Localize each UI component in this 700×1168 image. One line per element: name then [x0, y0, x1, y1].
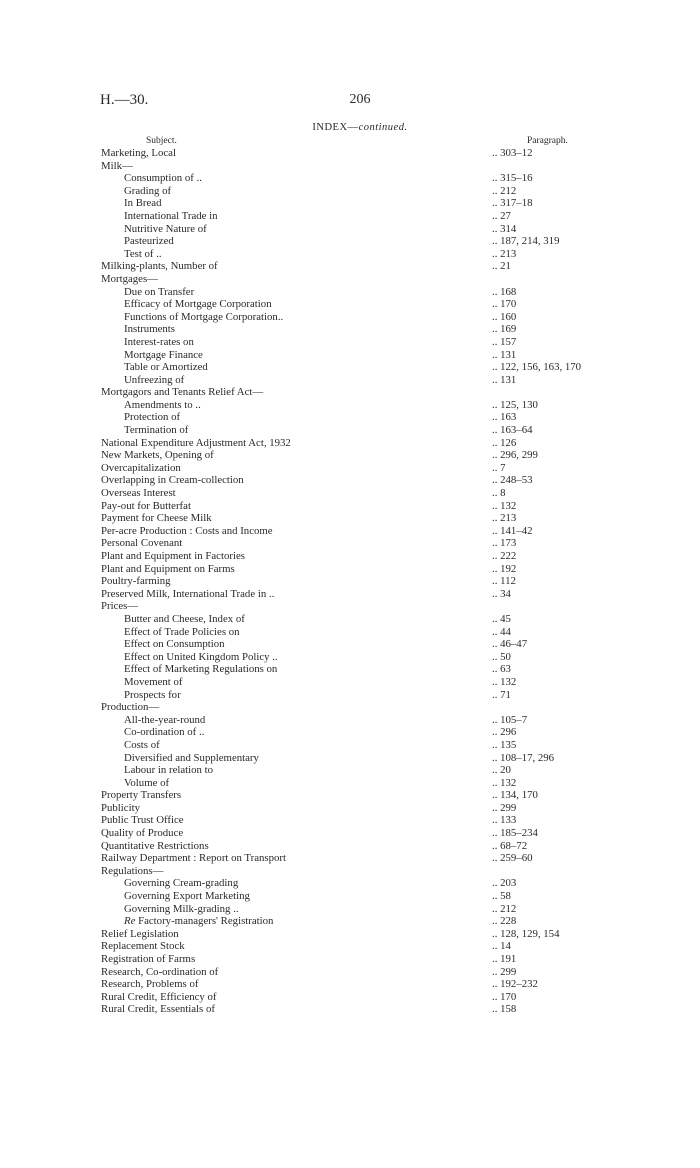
index-heading	[0, 273, 700, 286]
entry-label-text: Effect on Consumption	[124, 638, 225, 651]
entry-label-text: National Expenditure Adjustment Act, 1932	[101, 436, 291, 449]
index-entry	[0, 474, 700, 487]
entry-paragraph: .. 122, 156, 163, 170	[492, 361, 582, 374]
entry-label-text: Registration of Farms	[101, 953, 196, 965]
entry-label	[124, 323, 175, 336]
entry-label-text: Publicity	[101, 801, 140, 814]
index-entry	[0, 752, 700, 765]
entry-label-text: Labour in relation to	[124, 764, 214, 777]
entry-paragraph: .. 317–18	[492, 197, 533, 210]
entry-label-text: Pay-out for Butterfat	[101, 499, 191, 512]
entry-paragraph: .. 134, 170	[492, 789, 538, 802]
entry-label-text: Preserved Milk, International Trade in ..	[101, 587, 275, 600]
entry-label	[124, 349, 203, 362]
entry-paragraph: .. 46–47	[492, 638, 528, 651]
entry-label	[101, 852, 286, 865]
index-entry	[0, 223, 700, 236]
entry-paragraph: .. 126	[492, 436, 517, 449]
entry-label-text: Property Transfers	[101, 789, 182, 802]
entry-paragraph: .. 8	[492, 487, 506, 500]
index-heading	[0, 386, 700, 399]
index-entry	[0, 437, 700, 450]
index-entry	[0, 726, 700, 739]
index-heading	[0, 701, 700, 714]
entry-label-text: Plant and Equipment on Farms	[101, 562, 235, 575]
entry-paragraph: .. 212	[492, 902, 517, 915]
entry-label-prefix: Re	[124, 915, 136, 928]
entry-label-text: Termination of	[124, 424, 189, 437]
entry-label	[124, 714, 205, 727]
entry-label	[124, 689, 181, 702]
index-entry	[0, 349, 700, 362]
entry-label	[101, 525, 273, 538]
index-entry	[0, 525, 700, 538]
entry-label-text: Rural Credit, Efficiency of	[101, 990, 217, 1003]
entry-paragraph: .. 314	[492, 222, 517, 235]
entry-paragraph: .. 158	[492, 1003, 517, 1016]
index-heading	[0, 160, 700, 173]
entry-label-text: Pasteurized	[124, 235, 174, 248]
entry-paragraph: .. 296, 299	[492, 449, 538, 462]
entry-label-text: Quality of Produce	[101, 827, 184, 840]
entry-label	[124, 764, 213, 777]
entry-label-text: Consumption of ..	[124, 172, 202, 185]
entry-label	[101, 827, 183, 840]
entry-label-text: Test of ..	[124, 247, 162, 260]
index-entries	[0, 147, 700, 1016]
entry-paragraph: .. 125, 130	[492, 398, 538, 411]
entry-label	[101, 449, 214, 462]
entry-label	[124, 890, 250, 903]
column-header-paragraph: Paragraph.	[527, 136, 568, 146]
entry-label-text: Public Trust Office	[101, 814, 184, 827]
index-entry	[0, 663, 700, 676]
entry-label	[124, 336, 194, 349]
entry-label-text: Per-acre Production : Costs and Income	[101, 524, 273, 537]
index-entry	[0, 991, 700, 1004]
entry-label-text: Grading of	[124, 184, 172, 197]
entry-label	[124, 197, 161, 210]
index-entry	[0, 613, 700, 626]
entry-paragraph: .. 141–42	[492, 524, 533, 537]
index-entry	[0, 563, 700, 576]
entry-paragraph: .. 63	[492, 663, 511, 676]
entry-paragraph: .. 128, 129, 154	[492, 927, 560, 940]
entry-label-text: Prospects for	[124, 688, 181, 701]
entry-label	[101, 588, 274, 601]
index-heading	[0, 600, 700, 613]
entry-label	[101, 437, 291, 450]
entry-paragraph: .. 133	[492, 814, 517, 827]
entry-label	[101, 550, 245, 563]
entry-paragraph: .. 296	[492, 726, 517, 739]
entry-paragraph: .. 20	[492, 764, 511, 777]
entry-label-text: Unfreezing of	[124, 373, 185, 386]
page-reference: H.—30.	[100, 92, 149, 108]
entry-paragraph: .. 131	[492, 373, 517, 386]
index-entry	[0, 915, 700, 928]
entry-label-text: Instruments	[124, 323, 175, 336]
entry-label-text: Replacement Stock	[101, 940, 185, 953]
entry-paragraph: .. 315–16	[492, 172, 533, 185]
entry-label	[101, 500, 191, 513]
entry-paragraph: .. 163	[492, 411, 517, 424]
index-entry	[0, 588, 700, 601]
entry-label	[124, 311, 283, 324]
entry-label	[101, 928, 179, 941]
entry-label	[124, 638, 225, 651]
index-entry	[0, 336, 700, 349]
entry-label	[124, 172, 202, 185]
entry-label	[101, 260, 218, 273]
entry-label	[124, 915, 273, 928]
entry-label-text: New Markets, Opening of	[101, 449, 214, 462]
entry-label-text: Milk—	[101, 159, 133, 172]
index-entry	[0, 323, 700, 336]
index-entry	[0, 185, 700, 198]
entry-paragraph: .. 50	[492, 650, 511, 663]
entry-label-text: Efficacy of Mortgage Corporation	[124, 298, 272, 311]
entry-label-text: Research, Problems of	[101, 978, 199, 991]
entry-label-text: Mortgage Finance	[124, 348, 203, 361]
index-entry	[0, 676, 700, 689]
entry-label	[124, 651, 278, 664]
entry-paragraph: .. 213	[492, 247, 517, 260]
index-entry	[0, 814, 700, 827]
entry-label-text: Mortgagors and Tenants Relief Act—	[101, 386, 264, 399]
index-entry	[0, 147, 700, 160]
entry-label-text: Research, Co-ordination of	[101, 965, 219, 978]
entry-paragraph: .. 222	[492, 550, 517, 562]
entry-label-text: Costs of	[124, 738, 160, 751]
index-entry	[0, 235, 700, 248]
entry-label	[101, 701, 159, 714]
entry-paragraph: .. 112	[492, 575, 516, 588]
entry-label	[101, 991, 217, 1004]
entry-paragraph: .. 135	[492, 738, 517, 751]
entry-paragraph: .. 212	[492, 184, 517, 197]
entry-label	[101, 487, 176, 500]
index-title-continued: continued.	[358, 122, 408, 133]
entry-paragraph: .. 58	[492, 890, 511, 903]
entry-label-text: Governing Export Marketing	[124, 890, 250, 903]
entry-label-text: Interest-rates on	[124, 335, 194, 348]
entry-label	[101, 1003, 215, 1016]
entry-paragraph: .. 192	[492, 562, 517, 575]
entry-label	[124, 223, 207, 236]
entry-paragraph: .. 259–60	[492, 852, 533, 865]
entry-paragraph: .. 131	[492, 348, 517, 361]
index-entry	[0, 374, 700, 387]
index-entry	[0, 714, 700, 727]
entry-label-text: Protection of	[124, 411, 181, 424]
entry-label	[101, 575, 171, 588]
index-entry	[0, 411, 700, 424]
index-title-main: INDEX—	[312, 122, 359, 133]
index-entry	[0, 1003, 700, 1016]
entry-label	[101, 840, 209, 853]
entry-label	[124, 726, 204, 739]
index-entry	[0, 311, 700, 324]
entry-paragraph: .. 191	[492, 953, 517, 965]
entry-label	[101, 865, 163, 878]
entry-paragraph: .. 192–232	[492, 978, 538, 991]
entry-paragraph: .. 14	[492, 940, 511, 953]
entry-label-text: Poultry-farming	[101, 575, 171, 588]
index-entry	[0, 789, 700, 802]
entry-label-text: Factory-managers' Registration	[138, 915, 274, 928]
entry-label	[124, 739, 160, 752]
index-entry	[0, 802, 700, 815]
entry-label-text: Governing Milk-grading ..	[124, 902, 239, 915]
index-entry	[0, 361, 700, 374]
entry-label-text: Co-ordination of ..	[124, 726, 205, 739]
entry-label	[101, 978, 198, 991]
entry-label	[101, 462, 181, 475]
index-entry	[0, 689, 700, 702]
index-heading	[0, 865, 700, 878]
index-entry	[0, 626, 700, 639]
entry-paragraph: .. 203	[492, 877, 517, 890]
index-entry	[0, 424, 700, 437]
entry-label-text: Quantitative Restrictions	[101, 839, 209, 852]
entry-label	[124, 613, 245, 626]
entry-label-text: Butter and Cheese, Index of	[124, 612, 245, 625]
index-entry	[0, 449, 700, 462]
entry-label-text: Table or Amortized	[124, 361, 208, 374]
entry-label-text: Relief Legislation	[101, 927, 179, 940]
index-entry	[0, 487, 700, 500]
index-entry	[0, 537, 700, 550]
entry-label-text: Rural Credit, Essentials of	[101, 1003, 215, 1016]
entry-label-text: Railway Department : Report on Transport	[101, 852, 287, 865]
entry-paragraph: .. 170	[492, 990, 517, 1003]
entry-label-text: All-the-year-round	[124, 713, 206, 726]
entry-label-text: Movement of	[124, 675, 183, 688]
entry-paragraph: .. 105–7	[492, 713, 528, 726]
entry-label	[124, 676, 182, 689]
index-entry	[0, 638, 700, 651]
entry-label	[101, 789, 181, 802]
entry-label	[124, 374, 184, 387]
index-entry	[0, 248, 700, 261]
entry-label	[101, 600, 138, 613]
index-entry	[0, 903, 700, 916]
entry-label-text: Marketing, Local	[101, 147, 176, 159]
page-number: 206	[349, 92, 371, 107]
entry-label-text: Overcapitalization	[101, 461, 181, 474]
entry-paragraph: .. 168	[492, 285, 517, 298]
index-entry	[0, 890, 700, 903]
entry-label-text: Payment for Cheese Milk	[101, 512, 212, 525]
entry-label-text: Functions of Mortgage Corporation..	[124, 310, 284, 323]
entry-paragraph: .. 68–72	[492, 839, 528, 852]
entry-label-text: In Bread	[124, 197, 162, 210]
index-entry	[0, 777, 700, 790]
entry-label	[124, 361, 208, 374]
index-entry	[0, 197, 700, 210]
entry-label	[101, 273, 158, 286]
index-entry	[0, 210, 700, 223]
entry-paragraph: .. 187, 214, 319	[492, 235, 560, 248]
entry-label-text: Production—	[101, 701, 160, 714]
entry-paragraph: .. 108–17, 296	[492, 751, 555, 764]
entry-label-text: Effect on United Kingdom Policy ..	[124, 650, 278, 663]
entry-label-text: Milking-plants, Number of	[101, 260, 218, 273]
entry-paragraph: .. 160	[492, 310, 517, 323]
index-entry	[0, 739, 700, 752]
entry-label-text: Amendments to ..	[124, 398, 201, 411]
entry-label-text: Volume of	[124, 776, 170, 789]
entry-label	[124, 424, 188, 437]
entry-label	[124, 777, 169, 790]
entry-label-text: Regulations—	[101, 864, 164, 877]
index-entry	[0, 500, 700, 513]
index-entry	[0, 651, 700, 664]
entry-label-text: Prices—	[101, 600, 139, 613]
entry-label-text: Mortgages—	[101, 272, 158, 285]
index-entry	[0, 462, 700, 475]
index-entry	[0, 575, 700, 588]
entry-label	[124, 298, 272, 311]
column-header-subject: Subject.	[146, 136, 177, 146]
entry-paragraph: .. 71	[492, 688, 511, 701]
entry-label-text: Effect of Marketing Regulations on	[124, 663, 278, 676]
entry-paragraph: .. 7	[492, 461, 506, 474]
index-entry	[0, 877, 700, 890]
entry-paragraph: .. 299	[492, 965, 517, 978]
entry-label	[101, 802, 140, 815]
entry-label-text: Personal Covenant	[101, 537, 183, 550]
entry-label	[101, 512, 212, 525]
entry-label	[101, 474, 244, 487]
index-entry	[0, 298, 700, 311]
index-entry	[0, 286, 700, 299]
entry-label-text: Overlapping in Cream-collection	[101, 474, 244, 487]
index-entry	[0, 953, 700, 966]
entry-paragraph: .. 163–64	[492, 424, 533, 437]
index-entry	[0, 764, 700, 777]
index-entry	[0, 399, 700, 412]
entry-paragraph: .. 303–12	[492, 147, 533, 159]
index-entry	[0, 827, 700, 840]
entry-label	[124, 626, 240, 639]
entry-label	[124, 903, 239, 916]
entry-paragraph: .. 248–53	[492, 474, 533, 487]
entry-label	[124, 663, 277, 676]
entry-label-text: Overseas Interest	[101, 487, 176, 500]
index-entry	[0, 512, 700, 525]
entry-label-text: Plant and Equipment in Factories	[101, 550, 245, 562]
entry-label	[101, 537, 182, 550]
index-entry	[0, 940, 700, 953]
index-entry	[0, 260, 700, 273]
entry-paragraph: .. 34	[492, 587, 511, 600]
entry-paragraph: .. 169	[492, 323, 517, 336]
entry-paragraph: .. 299	[492, 801, 517, 814]
index-entry	[0, 928, 700, 941]
entry-label	[101, 966, 218, 979]
entry-label	[124, 235, 174, 248]
entry-paragraph: .. 213	[492, 512, 517, 525]
entry-label	[124, 877, 238, 890]
index-title	[250, 122, 470, 133]
entry-label	[101, 953, 195, 966]
entry-label-text: Diversified and Supplementary	[124, 751, 259, 764]
entry-paragraph: .. 228	[492, 915, 517, 928]
entry-paragraph: .. 132	[492, 675, 517, 688]
index-entry	[0, 550, 700, 563]
entry-paragraph: .. 27	[492, 209, 511, 222]
entry-paragraph: .. 157	[492, 335, 517, 348]
entry-label	[101, 940, 185, 953]
index-entry	[0, 966, 700, 979]
entry-paragraph: .. 132	[492, 776, 517, 789]
entry-label	[101, 563, 235, 576]
entry-label	[101, 160, 133, 173]
entry-paragraph: .. 132	[492, 499, 517, 512]
entry-label	[124, 411, 180, 424]
entry-label	[124, 185, 171, 198]
entry-label-text: Governing Cream-grading	[124, 877, 239, 890]
entry-label	[124, 752, 259, 765]
entry-label-text: Due on Transfer	[124, 285, 195, 298]
entry-paragraph: .. 21	[492, 260, 511, 273]
entry-label-text: Nutritive Nature of	[124, 222, 207, 235]
entry-label	[124, 399, 201, 412]
entry-paragraph: .. 45	[492, 612, 511, 625]
entry-label-text: International Trade in	[124, 209, 218, 222]
entry-label	[101, 814, 184, 827]
entry-paragraph: .. 44	[492, 625, 511, 638]
index-entry	[0, 978, 700, 991]
entry-label	[124, 248, 162, 261]
entry-label	[124, 210, 218, 223]
entry-paragraph: .. 185–234	[492, 827, 538, 840]
entry-label	[124, 286, 194, 299]
index-entry	[0, 172, 700, 185]
index-entry	[0, 840, 700, 853]
entry-paragraph: .. 173	[492, 537, 517, 550]
entry-label	[101, 386, 263, 399]
entry-paragraph: .. 170	[492, 298, 517, 311]
index-entry	[0, 852, 700, 865]
entry-label	[101, 147, 176, 160]
entry-label-text: Effect of Trade Policies on	[124, 625, 240, 638]
